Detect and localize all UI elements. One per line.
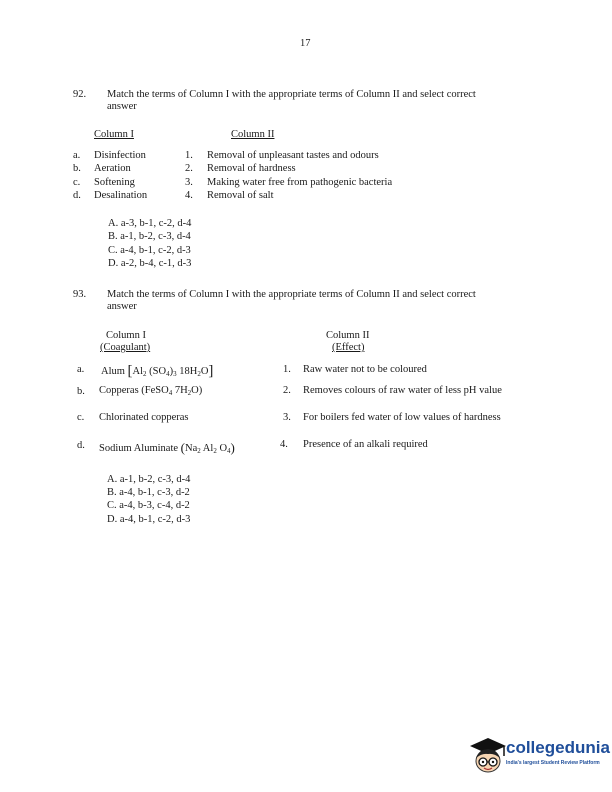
row-number: 3. <box>283 412 291 423</box>
row-letter: a. <box>73 150 81 161</box>
mascot-icon <box>466 734 510 778</box>
question-stem-cont: answer <box>107 301 137 312</box>
row-letter: a. <box>77 364 85 375</box>
row-number: 1. <box>283 364 291 375</box>
row-match: Removes colours of raw water of less pH value <box>303 385 502 396</box>
column-1-header: Column I <box>94 129 134 140</box>
row-number: 4. <box>280 439 288 450</box>
row-match: Removal of salt <box>207 190 274 201</box>
question-stem: Match the terms of Column I with the appropriate terms of Column II and select correct <box>107 289 476 300</box>
row-term-sodium-aluminate: Sodium Aluminate ($Na_2$ $Al_2$ $O_4$) <box>99 440 235 455</box>
row-match: Making water free from pathogenic bacteria <box>207 177 393 188</box>
column-2-header: Column II <box>326 330 370 341</box>
row-letter: d. <box>77 440 85 451</box>
row-letter: c. <box>77 412 85 423</box>
question-number: 93. <box>73 289 87 300</box>
row-letter: c. <box>73 177 81 188</box>
row-number: 2. <box>283 385 291 396</box>
brand-name: collegedunia <box>506 738 610 757</box>
row-term-copperas: Copperas (FeSO$_4$ $7H_2O$) <box>99 385 203 397</box>
row-term: Desalination <box>94 190 148 201</box>
option-b: B. a-1, b-2, c-3, d-4 <box>108 231 191 242</box>
row-match: Removal of unpleasant tastes and odours <box>207 150 379 161</box>
option-c: C. a-4, b-1, c-2, d-3 <box>108 245 191 256</box>
row-letter: b. <box>73 163 81 174</box>
row-match: Removal of hardness <box>207 163 296 174</box>
row-term: Chlorinated copperas <box>99 412 189 423</box>
column-2-subheader: (Effect) <box>332 342 365 353</box>
option-c: C. a-4, b-3, c-4, d-2 <box>107 500 190 511</box>
row-match: Presence of an alkali required <box>303 439 428 450</box>
row-number: 3. <box>185 177 193 188</box>
option-a: A. a-3, b-1, c-2, d-4 <box>108 218 192 229</box>
row-number: 1. <box>185 150 193 161</box>
collegedunia-logo <box>466 734 510 781</box>
row-term: Aeration <box>94 163 131 174</box>
row-term: Disinfection <box>94 150 146 161</box>
row-letter: b. <box>77 386 85 397</box>
question-stem: Match the terms of Column I with the appropriate terms of Column II and select correct <box>107 89 476 100</box>
page-number: 17 <box>300 38 311 49</box>
column-1-subheader: (Coagulant) <box>100 342 151 353</box>
row-letter: d. <box>73 190 81 201</box>
question-number: 92. <box>73 89 87 100</box>
row-match: Raw water not to be coloured <box>303 364 427 375</box>
row-number: 4. <box>185 190 193 201</box>
row-term: Softening <box>94 177 135 188</box>
row-number: 2. <box>185 163 193 174</box>
option-d: D. a-2, b-4, c-1, d-3 <box>108 258 192 269</box>
brand-tagline: India's largest Student Review Platform <box>506 760 600 766</box>
question-stem-cont: answer <box>107 101 137 112</box>
option-a: A. a-1, b-2, c-3, d-4 <box>107 474 191 485</box>
column-1-header: Column I <box>106 330 146 341</box>
row-term-alum: Alum [$Al_2$ $(SO_4)_3$ $18H_2O$] <box>101 363 214 379</box>
row-match: For boilers fed water of low values of hardness <box>303 412 501 423</box>
column-2-header: Column II <box>231 129 275 140</box>
option-d: D. a-4, b-1, c-2, d-3 <box>107 514 191 525</box>
option-b: B. a-4, b-1, c-3, d-2 <box>107 487 190 498</box>
